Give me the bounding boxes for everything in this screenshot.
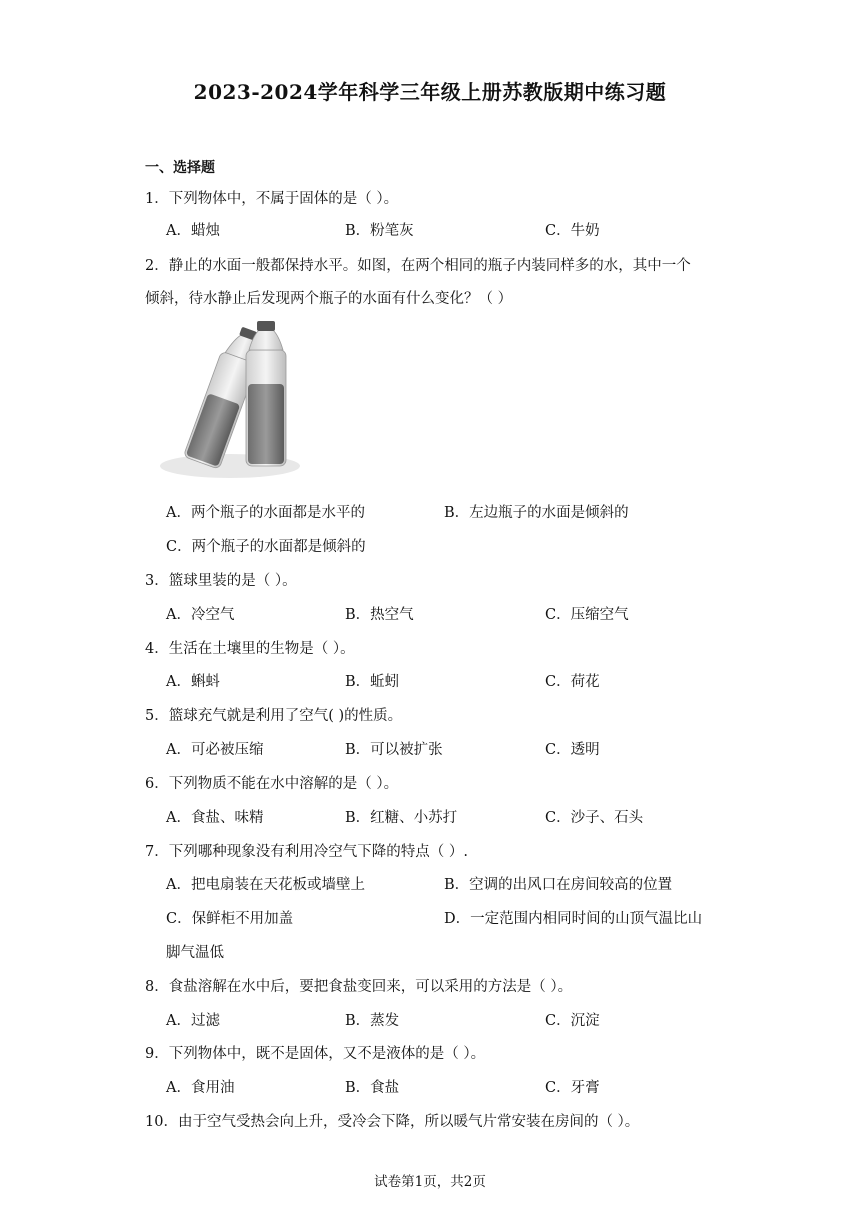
question-2-option-b: B．左边瓶子的水面是倾斜的 bbox=[444, 505, 629, 521]
question-7-option-c: C．保鲜柜不用加盖 bbox=[166, 911, 294, 927]
question-4-option-a: A．蝌蚪 bbox=[166, 674, 220, 690]
question-6-stem: 6．下列物质不能在水中溶解的是（ ）。 bbox=[145, 776, 399, 792]
question-4-option-c: C．荷花 bbox=[545, 674, 600, 690]
question-1-option-a: A．蜡烛 bbox=[166, 223, 220, 239]
question-2-option-a: A．两个瓶子的水面都是水平的 bbox=[166, 505, 365, 521]
question-5-option-a: A．可必被压缩 bbox=[166, 742, 264, 758]
question-2-option-c: C．两个瓶子的水面都是倾斜的 bbox=[166, 539, 366, 555]
question-7-option-b: B．空调的出风口在房间较高的位置 bbox=[444, 877, 673, 893]
question-6-option-c: C．沙子、石头 bbox=[545, 810, 644, 826]
question-9-stem: 9．下列物体中，既不是固体，又不是液体的是（ ）。 bbox=[145, 1046, 486, 1062]
question-3-option-c: C．压缩空气 bbox=[545, 607, 629, 623]
question-9-option-a: A．食用油 bbox=[166, 1080, 235, 1096]
question-9-option-c: C．牙膏 bbox=[545, 1080, 600, 1096]
page-title: 2023-2024学年科学三年级上册苏教版期中练习题 bbox=[193, 80, 667, 104]
question-7-option-d-continued: 脚气温低 bbox=[166, 945, 224, 961]
question-7-option-a: A．把电扇装在天花板或墙壁上 bbox=[166, 877, 365, 893]
question-2-stem-line1: 2．静止的水面一般都保持水平。如图，在两个相同的瓶子内装同样多的水，其中一个 bbox=[145, 258, 691, 274]
question-5-stem: 5．篮球充气就是利用了空气( )的性质。 bbox=[145, 708, 403, 724]
question-2-stem-line2: 倾斜，待水静止后发现两个瓶子的水面有什么变化？（ ） bbox=[145, 291, 513, 307]
question-3-option-a: A．冷空气 bbox=[166, 607, 235, 623]
question-4-option-b: B．蚯蚓 bbox=[345, 674, 400, 690]
question-8-option-a: A．过滤 bbox=[166, 1013, 220, 1029]
two-bottles-figure bbox=[158, 318, 304, 480]
question-5-option-b: B．可以被扩张 bbox=[345, 742, 443, 758]
question-3-option-b: B．热空气 bbox=[345, 607, 414, 623]
question-8-option-b: B．蒸发 bbox=[345, 1013, 400, 1029]
question-7-option-d: D．一定范围内相同时间的山顶气温比山 bbox=[444, 911, 703, 927]
question-4-stem: 4．生活在土壤里的生物是（ ）。 bbox=[145, 641, 355, 657]
question-5-option-c: C．透明 bbox=[545, 742, 600, 758]
question-7-stem: 7．下列哪种现象没有利用冷空气下降的特点（ ）. bbox=[145, 844, 468, 860]
section-heading: 一、选择题 bbox=[145, 160, 215, 176]
question-1-stem: 1．下列物体中，不属于固体的是（ ）。 bbox=[145, 191, 399, 207]
question-8-stem: 8．食盐溶解在水中后，要把食盐变回来，可以采用的方法是（ ）。 bbox=[145, 979, 573, 995]
question-6-option-b: B．红糖、小苏打 bbox=[345, 810, 458, 826]
question-1-option-b: B．粉笔灰 bbox=[345, 223, 414, 239]
question-3-stem: 3．篮球里装的是（ ）。 bbox=[145, 573, 297, 589]
question-9-option-b: B．食盐 bbox=[345, 1080, 400, 1096]
question-6-option-a: A．食盐、味精 bbox=[166, 810, 264, 826]
page-footer: 试卷第1页，共2页 bbox=[374, 1174, 486, 1190]
question-1-option-c: C．牛奶 bbox=[545, 223, 600, 239]
question-8-option-c: C．沉淀 bbox=[545, 1013, 600, 1029]
question-10-stem: 10．由于空气受热会向上升，受冷会下降，所以暖气片常安装在房间的（ ）。 bbox=[145, 1114, 640, 1130]
